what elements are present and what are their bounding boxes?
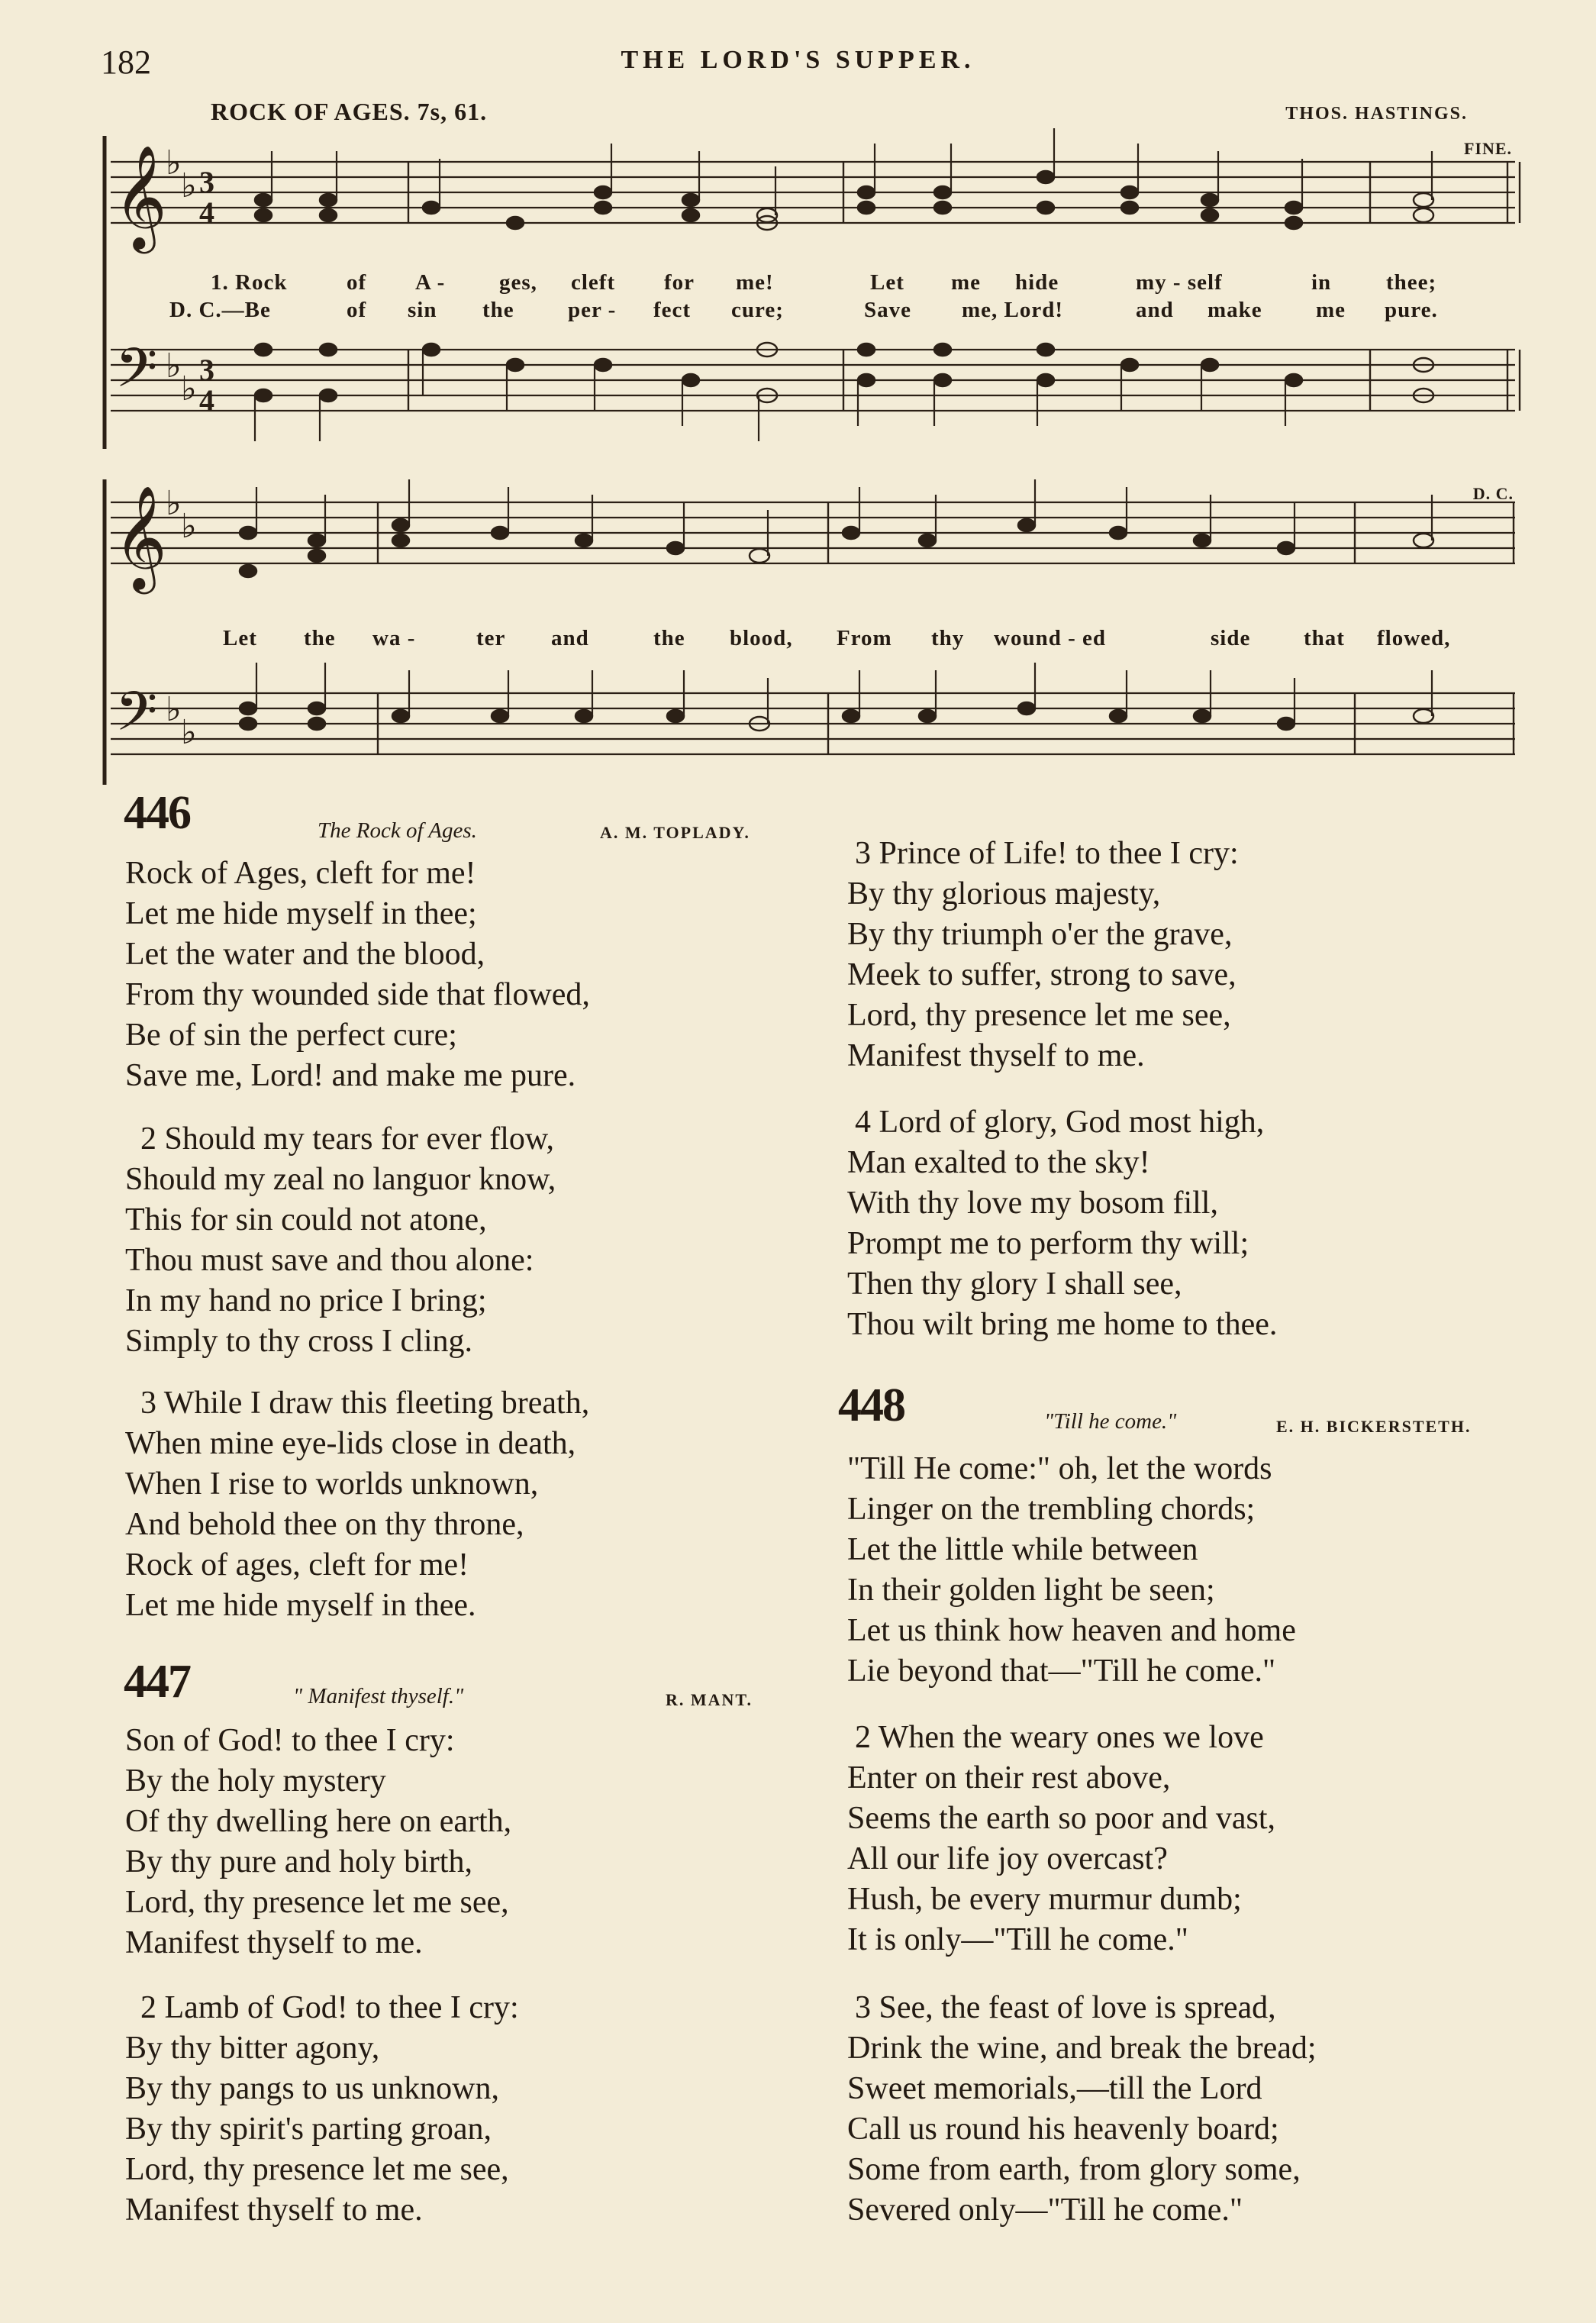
svg-text:♭: ♭ (181, 713, 197, 752)
verse-line: Man exalted to the sky! (847, 1145, 1150, 1180)
page-number: 182 (101, 44, 151, 81)
lyric-syllable: of (347, 298, 367, 322)
verse-line: Enter on their rest above, (847, 1760, 1171, 1795)
verse-line: Some from earth, from glory some, (847, 2152, 1301, 2187)
verse-line: 3 See, the feast of love is spread, (855, 1990, 1276, 2025)
lyric-syllable: ges, (499, 270, 537, 295)
verse-line: By the holy mystery (125, 1763, 386, 1799)
verse-line: All our life joy overcast? (847, 1841, 1168, 1876)
verse-line: By thy pure and holy birth, (125, 1844, 472, 1879)
hymn-title-447: " Manifest thyself." (293, 1684, 464, 1708)
lyric-syllable: cure; (731, 298, 784, 322)
verse-line: When mine eye-lids close in death, (125, 1426, 576, 1461)
verse-line: Sweet memorials,—till the Lord (847, 2071, 1262, 2106)
verse-line: 3 While I draw this fleeting breath, (140, 1386, 590, 1421)
key-signatures (166, 144, 197, 752)
staff-lines (111, 162, 1515, 754)
lyric-syllable: flowed, (1377, 626, 1451, 650)
verse-line: Manifest thyself to me. (125, 1925, 423, 1960)
verse-line: It is only—"Till he come." (847, 1922, 1188, 1957)
verse-line: Rock of Ages, cleft for me! (125, 856, 476, 891)
verse-line: By thy spirit's parting groan, (125, 2112, 492, 2147)
verse-line: Lie beyond that—"Till he come." (847, 1654, 1276, 1689)
verse-line: Lord, thy presence let me see, (125, 1885, 509, 1920)
verse-line: And behold thee on thy throne, (125, 1507, 524, 1542)
hymn-title-446: The Rock of Ages. (318, 818, 477, 843)
stanza-446-1 (125, 853, 782, 1096)
svg-text:4: 4 (199, 383, 214, 418)
lyric-syllable: my - self (1136, 270, 1223, 295)
lyric-syllable: Let (870, 270, 904, 295)
hymn-number-448: 448 (838, 1379, 904, 1431)
svg-text:4: 4 (199, 195, 214, 230)
fine-mark: FINE. (1463, 139, 1512, 158)
verse-line: Let the little while between (847, 1532, 1198, 1567)
stanza-448-3 (847, 1988, 1527, 2231)
svg-text:♭: ♭ (166, 144, 182, 182)
stanza-447-3 (847, 834, 1527, 1076)
lyric-syllable: of (347, 270, 367, 295)
verse-line: 4 Lord of glory, God most high, (855, 1105, 1265, 1140)
lyric-syllable: side (1211, 626, 1251, 650)
lyric-syllable: per - (568, 298, 617, 322)
verse-line: Be of sin the perfect cure; (125, 1018, 457, 1053)
svg-text:♭: ♭ (166, 690, 182, 729)
verse-line: In my hand no price I bring; (125, 1283, 487, 1318)
lyric-syllable: blood, (730, 626, 793, 650)
lyric-syllable: hide (1015, 270, 1059, 295)
verse-line: Severed only—"Till he come." (847, 2192, 1243, 2228)
svg-text:♭: ♭ (166, 484, 182, 523)
hymn-author-446: A. M. TOPLADY. (600, 823, 750, 842)
verse-line: 2 Lamb of God! to thee I cry: (140, 1990, 519, 2025)
verse-line: Manifest thyself to me. (847, 1038, 1145, 1073)
lyric-syllable: wa - (372, 626, 416, 650)
verse-line: Should my zeal no languor know, (125, 1162, 556, 1197)
lyric-syllable: the (482, 298, 514, 322)
verse-line: Son of God! to thee I cry: (125, 1723, 455, 1758)
composer: THOS. HASTINGS. (1285, 104, 1468, 124)
verse-line: Lord, thy presence let me see, (125, 2152, 509, 2187)
lyric-syllable: pure. (1385, 298, 1438, 322)
lyric-syllable: the (304, 626, 336, 650)
verse-line: Prompt me to perform thy will; (847, 1226, 1249, 1261)
verse-line: Hush, be every murmur dumb; (847, 1882, 1242, 1917)
svg-text:𝄞: 𝄞 (114, 144, 167, 249)
lyric-syllable: and (1136, 298, 1174, 322)
verse-line: Meek to suffer, strong to save, (847, 957, 1236, 992)
stanza-448-2 (847, 1718, 1527, 1960)
lyric-syllable: in (1311, 270, 1332, 295)
lyric-syllable: wound - ed (994, 626, 1106, 650)
verse-line: In their golden light be seen; (847, 1573, 1215, 1608)
svg-text:♭: ♭ (181, 166, 197, 205)
stanza-447-2 (125, 1988, 797, 2231)
verse-line: By thy triumph o'er the grave, (847, 917, 1233, 952)
verse-line: Save me, Lord! and make me pure. (125, 1058, 576, 1093)
hymn-number-447: 447 (124, 1656, 190, 1708)
verse-line: Call us round his heavenly board; (847, 2112, 1279, 2147)
hymn-title-448: "Till he come." (1044, 1409, 1177, 1434)
stanza-447-4 (847, 1102, 1527, 1345)
lyric-syllable: sin (408, 298, 437, 322)
verse-line: Rock of ages, cleft for me! (125, 1547, 469, 1583)
verse-line: With thy love my bosom fill, (847, 1186, 1218, 1221)
lyric-syllable: the (653, 626, 685, 650)
svg-text:𝄢: 𝄢 (115, 337, 158, 413)
svg-text:♭: ♭ (181, 507, 197, 546)
svg-text:𝄢: 𝄢 (115, 680, 158, 757)
bar-lines (378, 162, 1520, 754)
lyric-syllable: From (837, 626, 892, 650)
svg-text:♭: ♭ (166, 347, 182, 386)
svg-text:3: 3 (199, 353, 214, 387)
verse-line: Lord, thy presence let me see, (847, 998, 1231, 1033)
hymn-author-448: E. H. BICKERSTETH. (1276, 1417, 1472, 1436)
lyric-syllable: Save (864, 298, 911, 322)
lyric-syllable: me! (736, 270, 774, 295)
verse-line: Then thy glory I shall see, (847, 1266, 1182, 1302)
lyric-syllable: cleft (571, 270, 616, 295)
verse-line: By thy bitter agony, (125, 2031, 380, 2066)
svg-text:𝄞: 𝄞 (114, 484, 167, 589)
verse-line: Let me hide myself in thee; (125, 896, 477, 931)
music-score (95, 128, 1530, 800)
lyric-syllable: Let (223, 626, 257, 650)
verse-line: Let us think how heaven and home (847, 1613, 1296, 1648)
lyric-syllable: make (1207, 298, 1262, 322)
lyric-syllable: 1. Rock (211, 270, 288, 295)
verse-line: Simply to thy cross I cling. (125, 1324, 472, 1359)
lyric-syllable: that (1304, 626, 1345, 650)
verse-line: Thou wilt bring me home to thee. (847, 1307, 1278, 1342)
hymn-number-446: 446 (124, 787, 190, 839)
lyric-syllable: thy (931, 626, 965, 650)
stanza-446-2 (125, 1119, 797, 1362)
verse-line: 2 Should my tears for ever flow, (140, 1121, 554, 1157)
svg-text:♭: ♭ (181, 369, 197, 408)
verse-line: Drink the wine, and break the bread; (847, 2031, 1317, 2066)
stanza-448-1 (847, 1449, 1519, 1692)
verse-line: From thy wounded side that flowed, (125, 977, 590, 1012)
verse-line: This for sin could not atone, (125, 1202, 487, 1237)
lyric-syllable: A - (415, 270, 446, 295)
verse-line: "Till He come:" oh, let the words (847, 1451, 1272, 1486)
verse-line: Linger on the trembling chords; (847, 1492, 1256, 1527)
verse-line: 3 Prince of Life! to thee I cry: (855, 836, 1239, 871)
verse-line: 2 When the weary ones we love (855, 1720, 1264, 1755)
lyric-syllable: me (1316, 298, 1346, 322)
running-title: THE LORD'S SUPPER. (621, 46, 975, 74)
verse-line: When I rise to worlds unknown, (125, 1466, 539, 1502)
lyric-syllable: fect (653, 298, 692, 322)
verse-line: Let the water and the blood, (125, 937, 485, 972)
lyric-syllable: and (551, 626, 589, 650)
verse-line: Thou must save and thou alone: (125, 1243, 534, 1278)
verse-line: Manifest thyself to me. (125, 2192, 423, 2228)
stanza-447-1 (125, 1721, 782, 1963)
verse-line: Of thy dwelling here on earth, (125, 1804, 512, 1839)
verse-line: Let me hide myself in thee. (125, 1588, 476, 1623)
lyric-syllable: thee; (1386, 270, 1437, 295)
dc-mark: D. C. (1472, 484, 1514, 503)
hymn-author-447: R. MANT. (666, 1690, 753, 1709)
lyric-syllable: D. C.—Be (169, 298, 271, 322)
stanza-446-3 (125, 1383, 797, 1626)
verse-line: By thy glorious majesty, (847, 876, 1161, 911)
lyric-syllable: ter (476, 626, 506, 650)
lyric-syllable: for (664, 270, 695, 295)
verse-line: Seems the earth so poor and vast, (847, 1801, 1276, 1836)
tune-name: ROCK OF AGES. 7s, 61. (211, 98, 488, 125)
clefs (114, 144, 167, 757)
verse-line: By thy pangs to us unknown, (125, 2071, 500, 2106)
svg-text:3: 3 (199, 165, 214, 199)
lyric-syllable: me, Lord! (962, 298, 1064, 322)
lyric-syllable: me (951, 270, 982, 295)
